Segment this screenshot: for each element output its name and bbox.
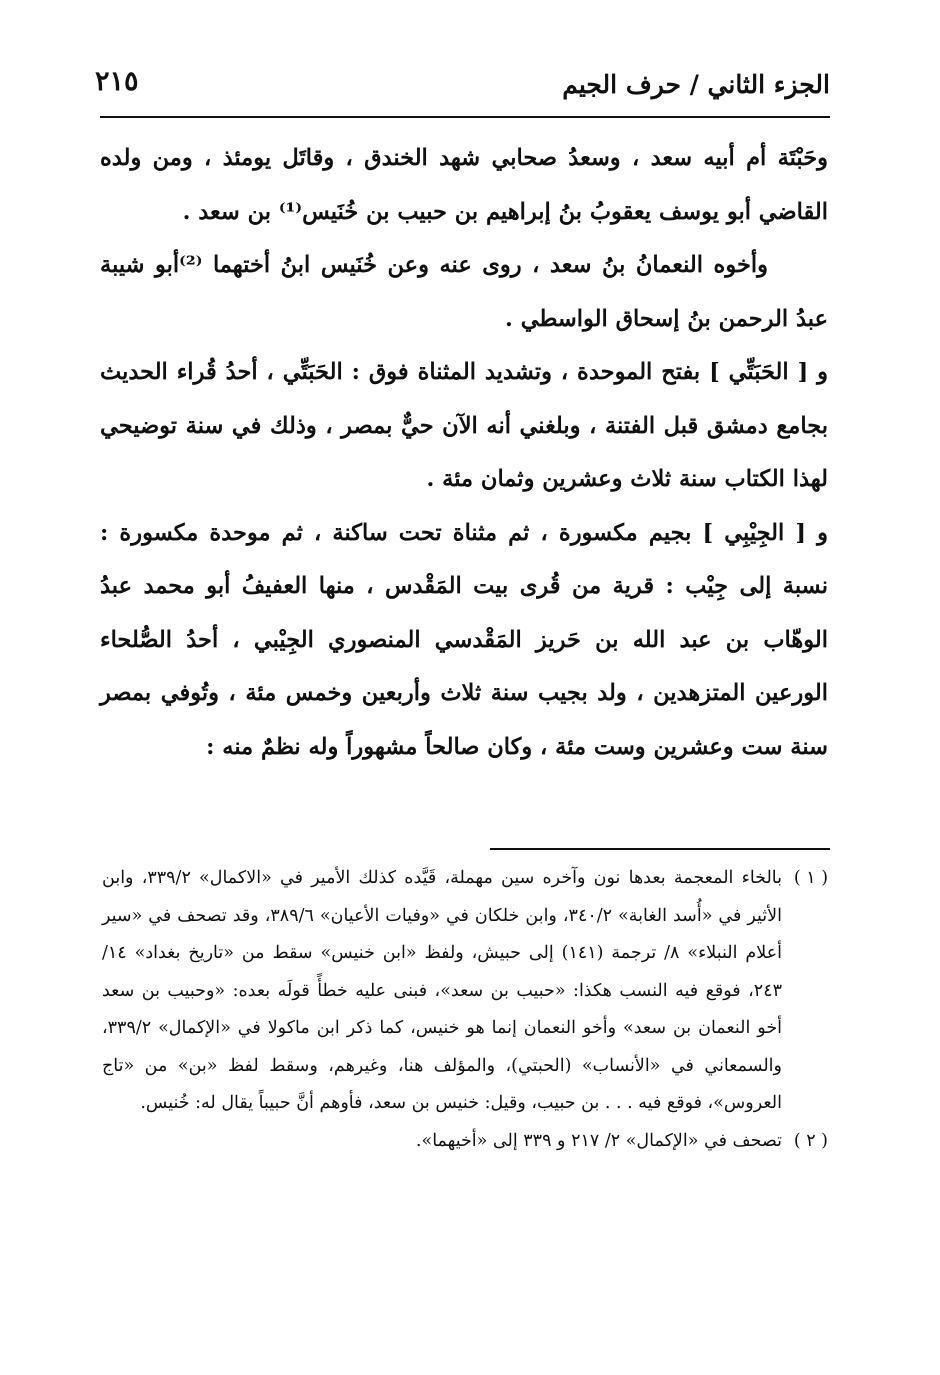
footnote-text: بالخاء المعجمة بعدها نون وآخره سين مهملة، قَيَّده كذلك الأمير في «الاكمال» ٣٣٩/٢، وابن الأثير في «أُسد الغابة» ٣٤٠/٢، وابن خلكان في «وفيات الأعيان» ٣٨٩/٦، وقد تصحف في «سير أعلام النبلاء» ٨/ ترجمة (١٤١) إلى حبيش، ولفظ «ابن خنيس» سقط من «تاريخ بغداد» ١٤/ ٢٤٣، فوقع فيه النسب هكذا: «حبيب بن سعد»، فبنى عليه خطأً قولَه بعده: «وحبيب بن سعد أخو النعمان بن سعد» وأخو النعمان إنما هو خنيس، كما ذكر ابن ماكولا في «الإكمال» ٣٣٩/٢، والسمعاني في «الأنساب» (الحبتي)، والمؤلف هنا، وغيرهم، وسقط لفظ «بن» من «تاج العروس»، فوقع فيه . . . بن حبيب، وقيل: خنيس بن سعد، فأوهم أنَّ حبيباً يقال له: خُنيس. [102,868,783,1113]
main-text [100,132,828,774]
paragraph: و [ الجِيْبِي ] بجيم مكسورة ، ثم مثناة تحت ساكنة ، ثم موحدة مكسورة : نسبة إلى جِيْب : قرية من قُرى بيت المَقْدس ، منها العفيفُ أبو محمد عبدُ الوهّاب بن عبد الله بن حَريز المَقْدسي المنصوري الجِيْبي ، أحدُ الصُّلحاء الورعين المتزهدين ، ولد بجيب سنة ثلاث وأربعين وخمس مئة ، وتُوفي بمصر سنة ست وعشرين وست مئة ، وكان صالحاً مشهوراً وله نظمٌ منه : [100,519,828,760]
page-header [95,62,830,110]
header-rule [100,116,830,118]
page-number: ٢١٥ [95,66,139,97]
paragraph: و [ الحَبَتِّي ] بفتح الموحدة ، وتشديد المثناة فوق : الحَبَتِّي ، أحدُ قُراء الحديث بجامع دمشق قبل الفتنة ، وبلغني أنه الآن حيٌّ بمصر ، وذلك في سنة توضيحي لهذا الكتاب سنة ثلاث وعشرين وثمان مئة . [100,359,828,492]
paragraph: وأخوه النعمانُ بنُ سعد ، روى عنه وعن خُنَيس ابنُ أختهما ⁽²⁾أبو شيبة عبدُ الرحمن بنُ إسحاق الواسطي . [100,252,828,332]
footnotes [102,860,828,1160]
footnote-rule [490,848,830,850]
footnote-number: ( ٢ ) [793,1130,828,1151]
footnote [102,860,828,1123]
footnote-text: تصحف في «الإكمال» ٢/ ٢١٧ و ٣٣٩ إلى «أخيهما». [415,1130,782,1151]
paragraph: وحَبْتَة أم أبيه سعد ، وسعدُ صحابي شهد الخندق ، وقاتَل يومئذ ، ومن ولده القاضي أبو يوسف يعقوبُ بنُ إبراهيم بن حبيب بن خُنَيس⁽¹⁾ بن سعد . [100,145,828,225]
running-title: الجزء الثاني / حرف الجيم [562,70,830,99]
footnote-number: ( ١ ) [793,868,829,888]
footnote [102,1123,828,1161]
